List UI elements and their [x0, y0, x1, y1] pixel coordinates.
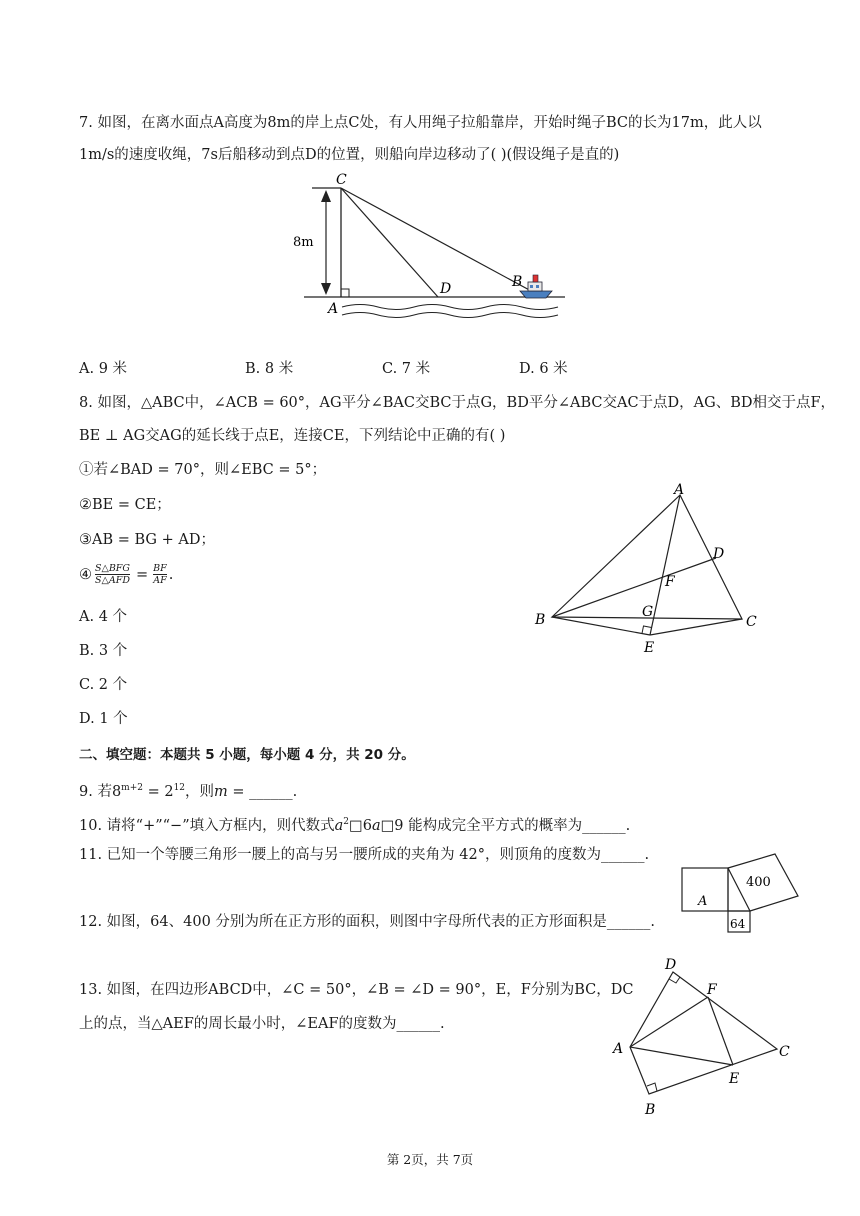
q8-label-d: D	[713, 546, 725, 562]
q7-label-a: A	[328, 301, 339, 317]
q8-label-c: C	[746, 614, 757, 630]
q7-label-height: 8m	[293, 235, 314, 250]
page-footer: 第 2页，共 7页	[386, 1152, 474, 1167]
q10-var-a: a	[334, 817, 344, 834]
q8-option-d: D. 1 个	[79, 711, 128, 727]
q10-part-c: □9 能构成完全平方式的概率为______.	[380, 817, 631, 834]
q12-label-64: 64	[730, 917, 746, 931]
q9-var-m: m	[214, 783, 228, 800]
q10-part-a: 10. 请将“+”“−”填入方框内，则代数式	[79, 817, 335, 834]
q8-s4-prefix: ④	[79, 566, 92, 583]
q9-part-d: = ______.	[227, 783, 298, 800]
q8-s4-numerator: S△BFG	[95, 563, 130, 574]
q8-s4-rden: AF	[153, 575, 167, 586]
q9-text	[79, 778, 297, 802]
q8-figure	[530, 480, 770, 660]
q11-text: 11. 已知一个等腰三角形一腰上的高与另一腰所成的夹角为 42°，则顶角的度数为______.	[79, 847, 650, 863]
q7-option-a: A. 9 米	[79, 361, 128, 377]
q13-figure	[605, 952, 805, 1122]
boat-icon	[520, 275, 552, 298]
q8-statement-4	[79, 563, 173, 586]
q8-statement-2: ②BE = CE；	[79, 497, 171, 513]
q9-part-a: 9. 若8	[79, 783, 122, 800]
q13-label-c: C	[779, 1044, 790, 1060]
q8-s4-equals: =	[135, 566, 149, 583]
q7-option-b: B. 8 米	[245, 361, 294, 377]
q9-sup-1: m+2	[121, 783, 143, 793]
q10-part-b: □6	[349, 817, 372, 834]
q8-statement-1: ①若∠BAD = 70°，则∠EBC = 5°；	[79, 462, 327, 478]
q12-label-a: A	[698, 894, 708, 909]
q7-line-2: 1m/s的速度收绳，7s后船移动到点D的位置，则船向岸边移动了( )(假设绳子是直的)	[79, 147, 620, 163]
q13-label-b: B	[645, 1102, 656, 1118]
q8-label-b: B	[535, 612, 546, 628]
q8-label-g: G	[642, 604, 654, 620]
q8-label-f: F	[665, 574, 675, 590]
q8-s4-end: .	[168, 566, 174, 583]
q12-figure	[678, 850, 808, 936]
q13-line-2: 上的点，当△AEF的周长最小时，∠EAF的度数为______.	[79, 1016, 445, 1032]
q8-option-a: A. 4 个	[79, 609, 128, 625]
q8-s4-rnum: BF	[153, 563, 167, 574]
q7-figure	[290, 170, 580, 330]
q8-label-a: A	[674, 482, 685, 498]
q8-option-b: B. 3 个	[79, 643, 128, 659]
q12-text: 12. 如图，64、400 分别为所在正方形的面积，则图中字母所代表的正方形面积是______.	[79, 914, 656, 930]
q8-line-1: 8. 如图，△ABC中，∠ACB = 60°，AG平分∠BAC交BC于点G，BD平分∠ABC交AC于点D，AG、BD相交于点F，	[79, 395, 836, 411]
q8-line-2: BE ⊥ AG交AG的延长线于点E，连接CE，下列结论中正确的有( )	[79, 428, 506, 444]
q8-statement-3: ③AB = BG + AD；	[79, 532, 215, 548]
q7-line-1: 7. 如图，在离水面点A高度为8m的岸上点C处，有人用绳子拉船靠岸，开始时绳子BC的长为17m，此人以	[79, 115, 762, 131]
section-2-heading: 二、填空题：本题共 5 小题，每小题 4 分，共 20 分。	[79, 747, 415, 763]
q10-var-a2: a	[371, 817, 381, 834]
q12-label-400: 400	[746, 875, 771, 890]
q9-part-c: ，则	[185, 783, 215, 800]
q8-label-e: E	[644, 640, 655, 656]
q8-option-c: C. 2 个	[79, 677, 128, 693]
q7-option-d: D. 6 米	[519, 361, 568, 377]
q13-line-1: 13. 如图，在四边形ABCD中，∠C = 50°，∠B = ∠D = 90°，E，F分别为BC，DC	[79, 982, 634, 998]
q7-label-d: D	[440, 281, 452, 297]
q13-label-f: F	[707, 982, 717, 998]
q9-sup-2: 12	[173, 783, 186, 793]
q7-option-c: C. 7 米	[382, 361, 431, 377]
q7-label-c: C	[336, 172, 347, 188]
q13-label-d: D	[665, 957, 677, 973]
q10-sup: 2	[343, 817, 350, 827]
q9-part-b: = 2	[142, 783, 174, 800]
q13-label-a: A	[613, 1041, 624, 1057]
q8-s4-denominator: S△AFD	[95, 575, 130, 586]
q10-text	[79, 812, 630, 836]
q7-label-b: B	[512, 274, 523, 290]
q13-label-e: E	[729, 1071, 740, 1087]
